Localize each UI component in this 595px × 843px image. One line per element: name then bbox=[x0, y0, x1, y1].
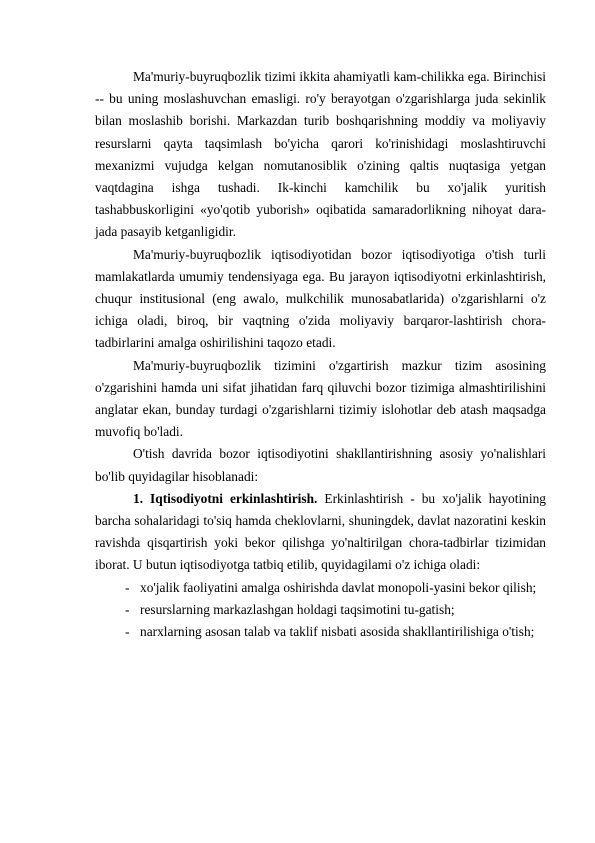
list-item-text: narxlarning asosan talab va taklif nisbati asosida shakllantirilishiga o'tish; bbox=[140, 624, 535, 640]
list-item bbox=[95, 621, 546, 643]
list-dash: - bbox=[125, 579, 130, 595]
paragraph-1: Ma'muriy-buyruqbozlik tizimi ikkita ahamiyatli kam-chilikka ega. Birinchisi -- bu uning moslashuvchan emasligi. ro'y berayotgan o'zgarishlarga juda sekinlik bilan moslashib borishi. Markazdan turib boshqarishning moddiy va moliyaviy resurslarni qayta taqsimlash bo'yicha qarori ko'rinishidagi moslashtiruvchi mexanizmi vujudga kelgan nomutanosiblik o'zining qaltis nuqtasiga yetgan vaqtdagina ishga tushadi. Ik-kinchi kamchilik bu xo'jalik yuritish tashabbuskorligini «yo'qotib yuborish» oqibatida samaradorlikning nihoyat dara-jada pasayib ketganligidir. bbox=[95, 69, 546, 240]
list-dash: - bbox=[125, 624, 130, 640]
list-item-text: resurslarning markazlashgan holdagi taqsimotini tu-gatish; bbox=[140, 601, 455, 617]
paragraph-2: Ma'muriy-buyruqbozlik iqtisodiyotidan bozor iqtisodiyotiga o'tish turli mamlakatlarda umumiy tendensiyaga ega. Bu jarayon iqtisodiyotni erkinlashtirish, chuqur institusional (eng awalo, mulkchilik munosabatlarida) o'zgarishlarni o'z ichiga oladi, biroq, bir vaqtning o'zida moliyaviy barqaror-lashtirish chora-tadbirlarini amalga oshirilishini taqozo etadi. bbox=[95, 246, 546, 351]
section-heading: 1. Iqtisodiyotni erkinlashtirish. bbox=[133, 490, 318, 506]
list-item-text: xo'jalik faoliyatini amalga oshirishda davlat monopoli-yasini bekor qilish; bbox=[140, 579, 537, 595]
section-paragraph bbox=[95, 488, 546, 577]
list-item bbox=[95, 577, 546, 599]
list-dash: - bbox=[125, 601, 130, 617]
section-body: Erkinlashtirish - bu xo'jalik hayotining barcha sohalaridagi to'siq hamda cheklovlarni, shuningdek, davlat nazoratini keskin ravishda qisqartirish yoki bekor qilishga yo'naltirilgan chora-tadbirlar tizimidan iborat. U butun iqtisodiyotga tatbiq etilib, quyidagilami o'z ichiga oladi: bbox=[95, 490, 546, 573]
paragraph-4: O'tish davrida bozor iqtisodiyotini shakllantirishning asosiy yo'nalishlari bo'lib quyidagilar hisoblanadi: bbox=[95, 446, 546, 484]
list-item bbox=[95, 599, 546, 621]
paragraph-3: Ma'muriy-buyruqbozlik tizimini o'zgartirish mazkur tizim asosining o'zgarishini hamda uni sifat jihatidan farq qiluvchi bozor tizimiga almashtirilishini anglatar ekan, bunday turdagi o'zgarishlarni tizimiy islohotlar deb atash maqsadga muvofiq bo'ladi. bbox=[95, 357, 546, 440]
document-body bbox=[95, 66, 546, 643]
